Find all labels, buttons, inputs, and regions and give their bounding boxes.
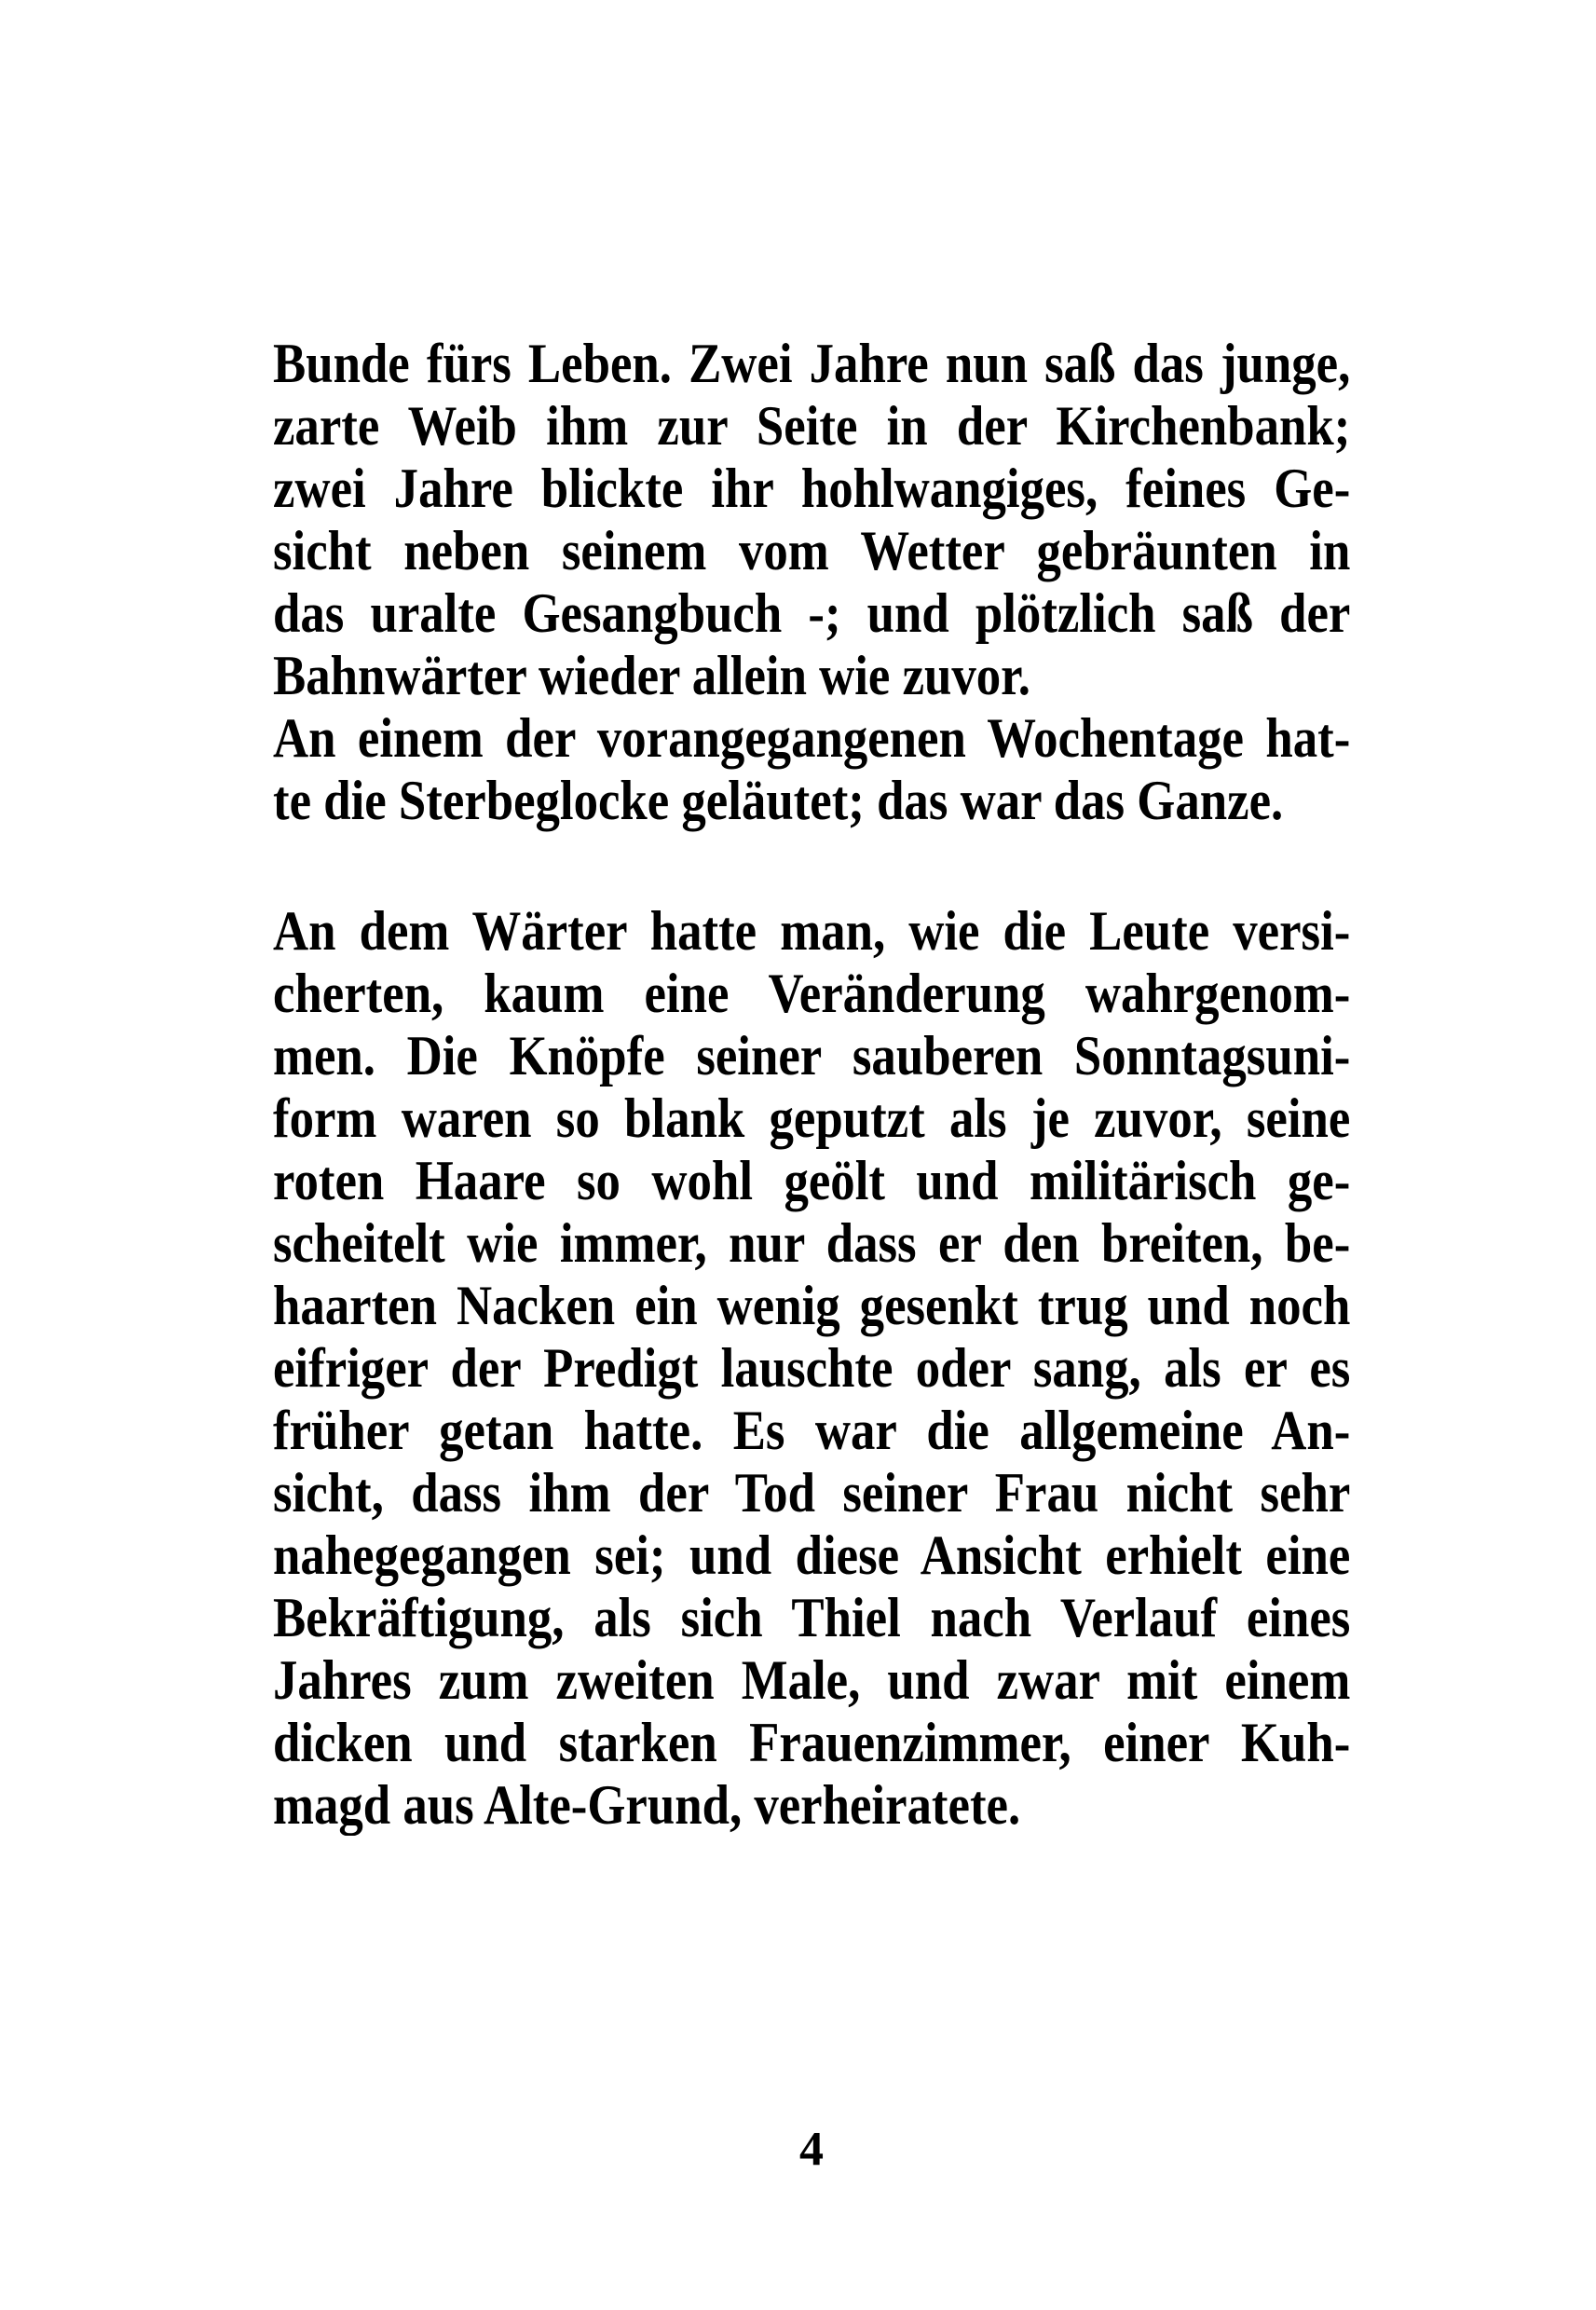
text-block — [273, 333, 1350, 1837]
text-line: eifriger der Predigt lauschte oder sang, als er es — [273, 1337, 1351, 1399]
text-line: zarte Weib ihm zur Seite in der Kirchenbank; — [273, 395, 1351, 457]
text-line: men. Die Knöpfe seiner sauberen Sonntagsuni- — [273, 1025, 1351, 1087]
text-line: Bekräftigung, als sich Thiel nach Verlauf eines — [273, 1587, 1351, 1648]
text-line: te die Sterbeglocke geläutet; das war das Ganze. — [273, 770, 1284, 831]
text-line: das uralte Gesangbuch -; und plötzlich saß der — [273, 582, 1351, 644]
text-line: sicht, dass ihm der Tod seiner Frau nicht sehr — [273, 1462, 1351, 1524]
text-line: Jahres zum zweiten Male, und zwar mit einem — [273, 1649, 1351, 1711]
paragraph — [273, 707, 1350, 832]
text-line: dicken und starken Frauenzimmer, einer Kuh- — [273, 1712, 1351, 1773]
text-line: roten Haare so wohl geölt und militärisch ge- — [273, 1150, 1351, 1211]
page-number: 4 — [799, 2123, 824, 2176]
text-line: Bahnwärter wieder allein wie zuvor. — [273, 645, 1030, 706]
text-line: cherten, kaum eine Veränderung wahrgenom- — [273, 963, 1351, 1024]
text-line: zwei Jahre blickte ihr hohlwangiges, feines Ge- — [273, 458, 1351, 519]
paragraph — [273, 333, 1350, 707]
text-line: An dem Wärter hatte man, wie die Leute versi- — [273, 900, 1351, 962]
text-line: form waren so blank geputzt als je zuvor, seine — [273, 1087, 1351, 1149]
text-line: Bunde fürs Leben. Zwei Jahre nun saß das junge, — [273, 333, 1351, 394]
text-line: An einem der vorangegangenen Wochentage hat- — [273, 707, 1351, 769]
paragraph — [273, 900, 1350, 1837]
text-line: haarten Nacken ein wenig gesenkt trug und noch — [273, 1275, 1351, 1336]
text-line: scheitelt wie immer, nur dass er den breiten, be- — [273, 1212, 1351, 1274]
text-line: magd aus Alte-Grund, verheiratete. — [273, 1774, 1021, 1836]
text-line: nahegegangen sei; und diese Ansicht erhielt eine — [273, 1524, 1351, 1586]
text-line: sicht neben seinem vom Wetter gebräunten in — [273, 520, 1351, 581]
text-line: früher getan hatte. Es war die allgemeine An- — [273, 1400, 1351, 1461]
